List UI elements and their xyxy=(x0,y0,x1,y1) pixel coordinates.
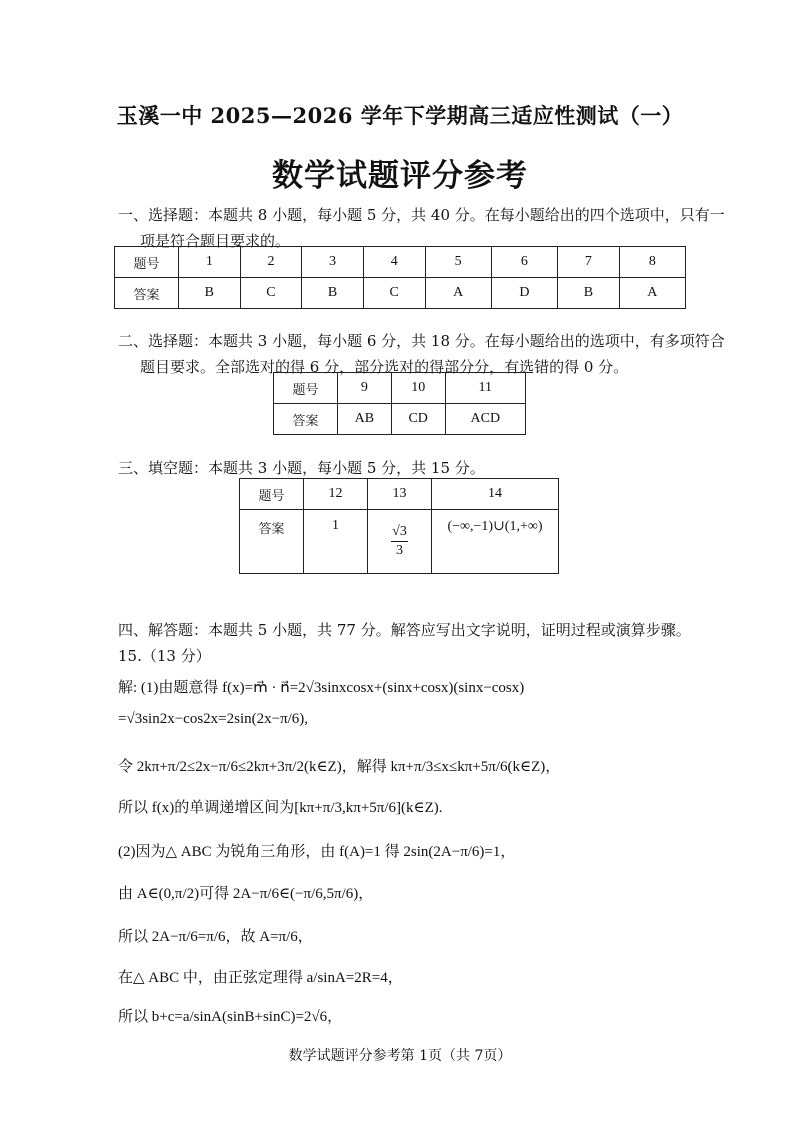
answer-header: 答案 xyxy=(274,404,338,435)
solution-line-5: (2)因为△ ABC 为锐角三角形，由 f(A)=1 得 2sin(2A−π/6)=1， xyxy=(118,844,516,860)
answer-cell: ACD xyxy=(445,404,525,435)
table-row xyxy=(115,247,686,278)
question-cell: 7 xyxy=(558,247,620,278)
question-number-header: 题号 xyxy=(274,373,338,404)
solution-line-4: 所以 f(x)的单调递增区间为[kπ+π/3,kπ+5π/6](k∈Z). xyxy=(118,800,443,816)
answer-cell: A xyxy=(619,278,685,309)
question-cell: 14 xyxy=(432,479,559,510)
question-cell: 9 xyxy=(338,373,392,404)
table-row xyxy=(274,404,526,435)
solution-line-7: 所以 2A−π/6=π/6，故 A=π/6， xyxy=(118,929,313,945)
question-15-label: 15.（13 分） xyxy=(118,647,211,665)
question-cell: 3 xyxy=(302,247,364,278)
answer-cell xyxy=(368,510,432,574)
solution-line-2: =√3sin2x−cos2x=2sin(2x−π/6), xyxy=(118,711,309,727)
answer-cell: (−∞,−1)∪(1,+∞) xyxy=(432,510,559,574)
answer-cell: B xyxy=(558,278,620,309)
section3-answer-table xyxy=(239,478,559,574)
question-cell: 13 xyxy=(368,479,432,510)
table-row xyxy=(240,510,559,574)
question-cell: 10 xyxy=(391,373,445,404)
question-cell: 4 xyxy=(363,247,425,278)
table-row xyxy=(240,479,559,510)
question-cell: 8 xyxy=(619,247,685,278)
section2-answer-table xyxy=(273,372,526,435)
answer-cell: CD xyxy=(391,404,445,435)
section2-instruction-line1: 二、选择题：本题共 3 小题，每小题 6 分，共 18 分。在每小题给出的选项中，有多项符合 xyxy=(118,332,725,350)
page-footer: 数学试题评分参考第 1页（共 7页） xyxy=(288,1048,512,1064)
question-cell: 2 xyxy=(240,247,302,278)
section4-instruction: 四、解答题：本题共 5 小题，共 77 分。解答应写出文字说明，证明过程或演算步骤。 xyxy=(118,621,691,639)
section1-instruction-line1: 一、选择题：本题共 8 小题，每小题 5 分，共 40 分。在每小题给出的四个选项中，只有一 xyxy=(118,206,725,224)
answer-cell: A xyxy=(425,278,491,309)
fraction-denominator: 3 xyxy=(396,543,403,558)
table-row xyxy=(274,373,526,404)
solution-line-3: 令 2kπ+π/2≤2x−π/6≤2kπ+3π/2(k∈Z)，解得 kπ+π/3≤x≤kπ+5π/6(k∈Z)， xyxy=(118,759,561,775)
answer-cell: D xyxy=(491,278,557,309)
question-cell: 1 xyxy=(179,247,241,278)
solution-line-9: 所以 b+c=a/sinA(sinB+sinC)=2√6， xyxy=(118,1009,343,1025)
answer-cell: B xyxy=(179,278,241,309)
section2-instruction-line2: 题目要求。全部选对的得 6 分，部分选对的得部分分，有选错的得 0 分。 xyxy=(140,358,629,376)
answer-cell: C xyxy=(363,278,425,309)
solution-line-8: 在△ ABC 中，由正弦定理得 a/sinA=2R=4， xyxy=(118,970,403,986)
solution-line-1: 解: (1)由题意得 f(x)=m⃗ · n⃗=2√3sinxcosx+(sinx+cosx)(sinx−cosx) xyxy=(118,680,525,696)
answer-header: 答案 xyxy=(240,510,304,574)
section1-instruction-line2: 项是符合题目要求的。 xyxy=(140,232,291,250)
fraction-numerator: √3 xyxy=(391,523,408,542)
solution-line-6: 由 A∈(0,π/2)可得 2A−π/6∈(−π/6,5π/6)， xyxy=(118,886,374,902)
answer-cell: AB xyxy=(338,404,392,435)
question-cell: 5 xyxy=(425,247,491,278)
question-cell: 11 xyxy=(445,373,525,404)
section1-answer-table xyxy=(114,246,686,309)
question-number-header: 题号 xyxy=(240,479,304,510)
question-cell: 12 xyxy=(304,479,368,510)
answer-cell: B xyxy=(302,278,364,309)
section3-instruction: 三、填空题：本题共 3 小题，每小题 5 分，共 15 分。 xyxy=(118,459,485,477)
answer-cell: C xyxy=(240,278,302,309)
answer-cell: 1 xyxy=(304,510,368,574)
table-row xyxy=(115,278,686,309)
answer-header: 答案 xyxy=(115,278,179,309)
exam-title: 玉溪一中 2025—2026 学年下学期高三适应性测试（一） xyxy=(116,103,684,128)
document-subtitle: 数学试题评分参考 xyxy=(272,158,528,194)
fraction xyxy=(391,523,408,560)
question-number-header: 题号 xyxy=(115,247,179,278)
question-cell: 6 xyxy=(491,247,557,278)
